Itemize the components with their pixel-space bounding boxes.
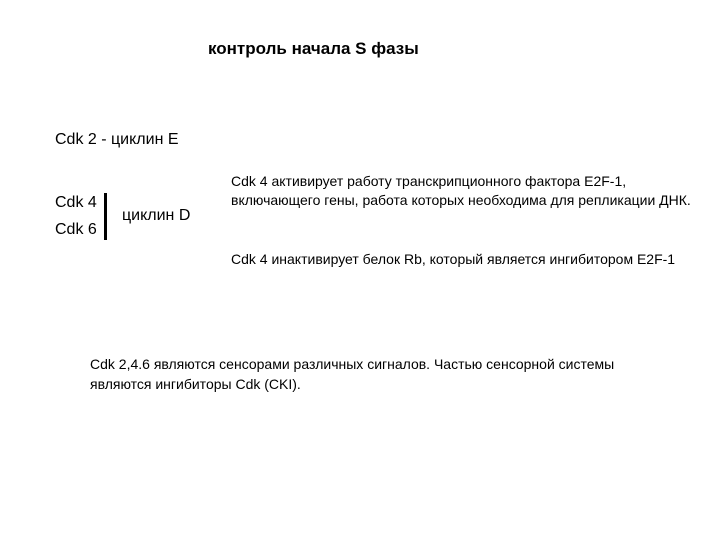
grouping-bracket [104, 193, 107, 240]
cdk4-inactivation-note: Cdk 4 инактивирует белок Rb, который является ингибитором E2F-1 [231, 251, 676, 267]
cdk2-cyclin-e-label: Cdk 2 - циклин E [55, 131, 179, 148]
cdk4-label: Cdk 4 [55, 194, 97, 211]
slide-title: контроль начала S фазы [208, 39, 419, 58]
cdk6-label: Cdk 6 [55, 221, 97, 238]
sensor-system-note: Cdk 2,4.6 являются сенсорами различных сигналов. Частью сенсорной системы являются ингибиторы Cdk (CKI). [90, 356, 615, 392]
cyclin-d-label: циклин D [122, 207, 191, 224]
cdk4-activation-note: Cdk 4 активирует работу транскрипционного фактора E2F-1, включающего гены, работа которых необходима для репликации ДНК. [231, 173, 691, 208]
